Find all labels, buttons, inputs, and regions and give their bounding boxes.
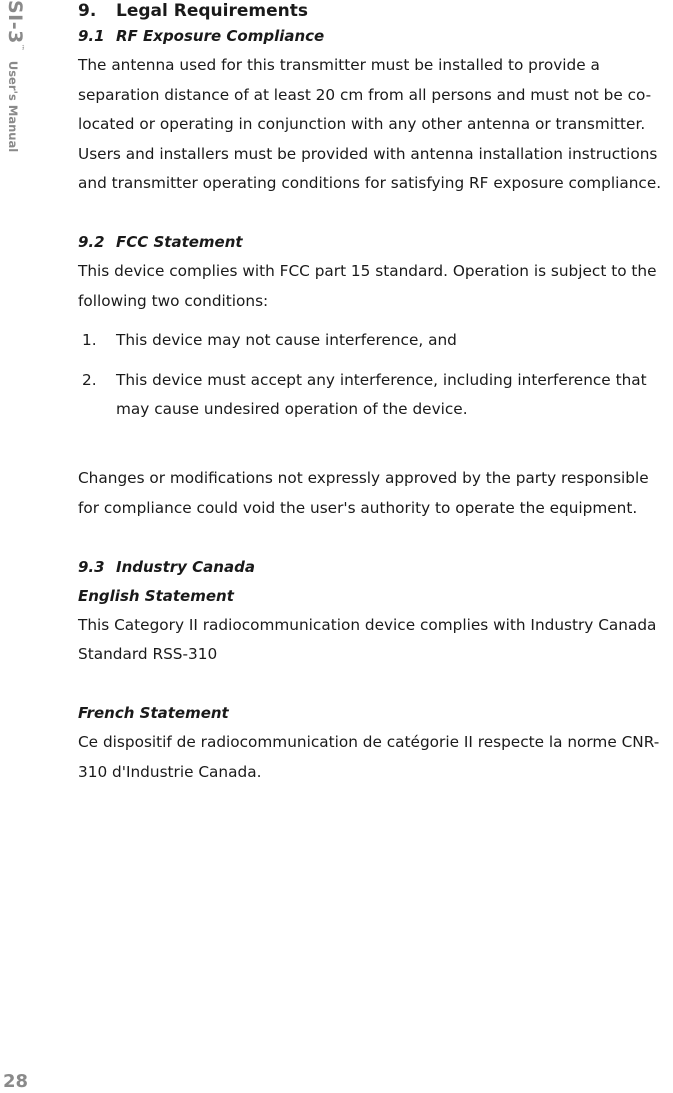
trademark-symbol: ™ — [17, 43, 25, 51]
section-number: 9. — [78, 1, 97, 21]
subsection-heading-fcc — [78, 228, 673, 257]
subsection-title: Industry Canada — [116, 557, 255, 576]
subsection-heading-rf — [78, 22, 673, 51]
subsection-number: 9.3 — [78, 557, 105, 576]
list-item-text: This device may not cause interference, and — [116, 331, 457, 349]
list-item-number: 2. — [82, 370, 97, 389]
subsection-number: 9.2 — [78, 233, 105, 251]
subsection-title: FCC Statement — [116, 233, 243, 251]
french-statement-text: Ce dispositif de radiocommunication de catégorie II respecte la norme CNR-310 d'Industrie Canada. — [78, 733, 660, 781]
section-title: Legal Requirements — [116, 1, 308, 21]
product-name: SI-3 — [4, 0, 26, 44]
english-statement-heading: English Statement — [78, 586, 234, 605]
subsection-title: RF Exposure Compliance — [116, 27, 325, 45]
rf-exposure-paragraph: The antenna used for this transmitter must be installed to provide a separation distance of at least 20 cm from all persons and must not be co-located or operating in conjunction with any other antenna or transmitter. Users and installers must be provided with antenna installation instructions and transmitter operating conditions for satisfying RF exposure compliance. — [78, 56, 662, 192]
list-item — [78, 326, 673, 356]
fcc-changes-note: Changes or modifications not expressly approved by the party responsible for compliance could void the user's authority to operate the equipment. — [78, 469, 649, 517]
running-header — [2, 0, 28, 153]
page-content — [78, 0, 673, 787]
manual-label: User's Manual — [6, 60, 20, 153]
subsection-number: 9.1 — [78, 27, 105, 45]
list-item-number: 1. — [82, 331, 97, 349]
english-statement-text: This Category II radiocommunication device complies with Industry Canada Standard RSS-310 — [78, 615, 657, 663]
fcc-intro-paragraph: This device complies with FCC part 15 standard. Operation is subject to the following two conditions: — [78, 262, 657, 310]
subsection-heading-canada — [78, 553, 673, 582]
fcc-conditions-list — [78, 326, 673, 425]
page-number: 28 — [3, 1071, 29, 1092]
list-item — [78, 366, 673, 425]
french-statement-heading: French Statement — [78, 704, 229, 722]
section-heading — [78, 0, 673, 22]
list-item-text: This device must accept any interference, including interference that may cause undesired operation of the device. — [116, 370, 647, 418]
